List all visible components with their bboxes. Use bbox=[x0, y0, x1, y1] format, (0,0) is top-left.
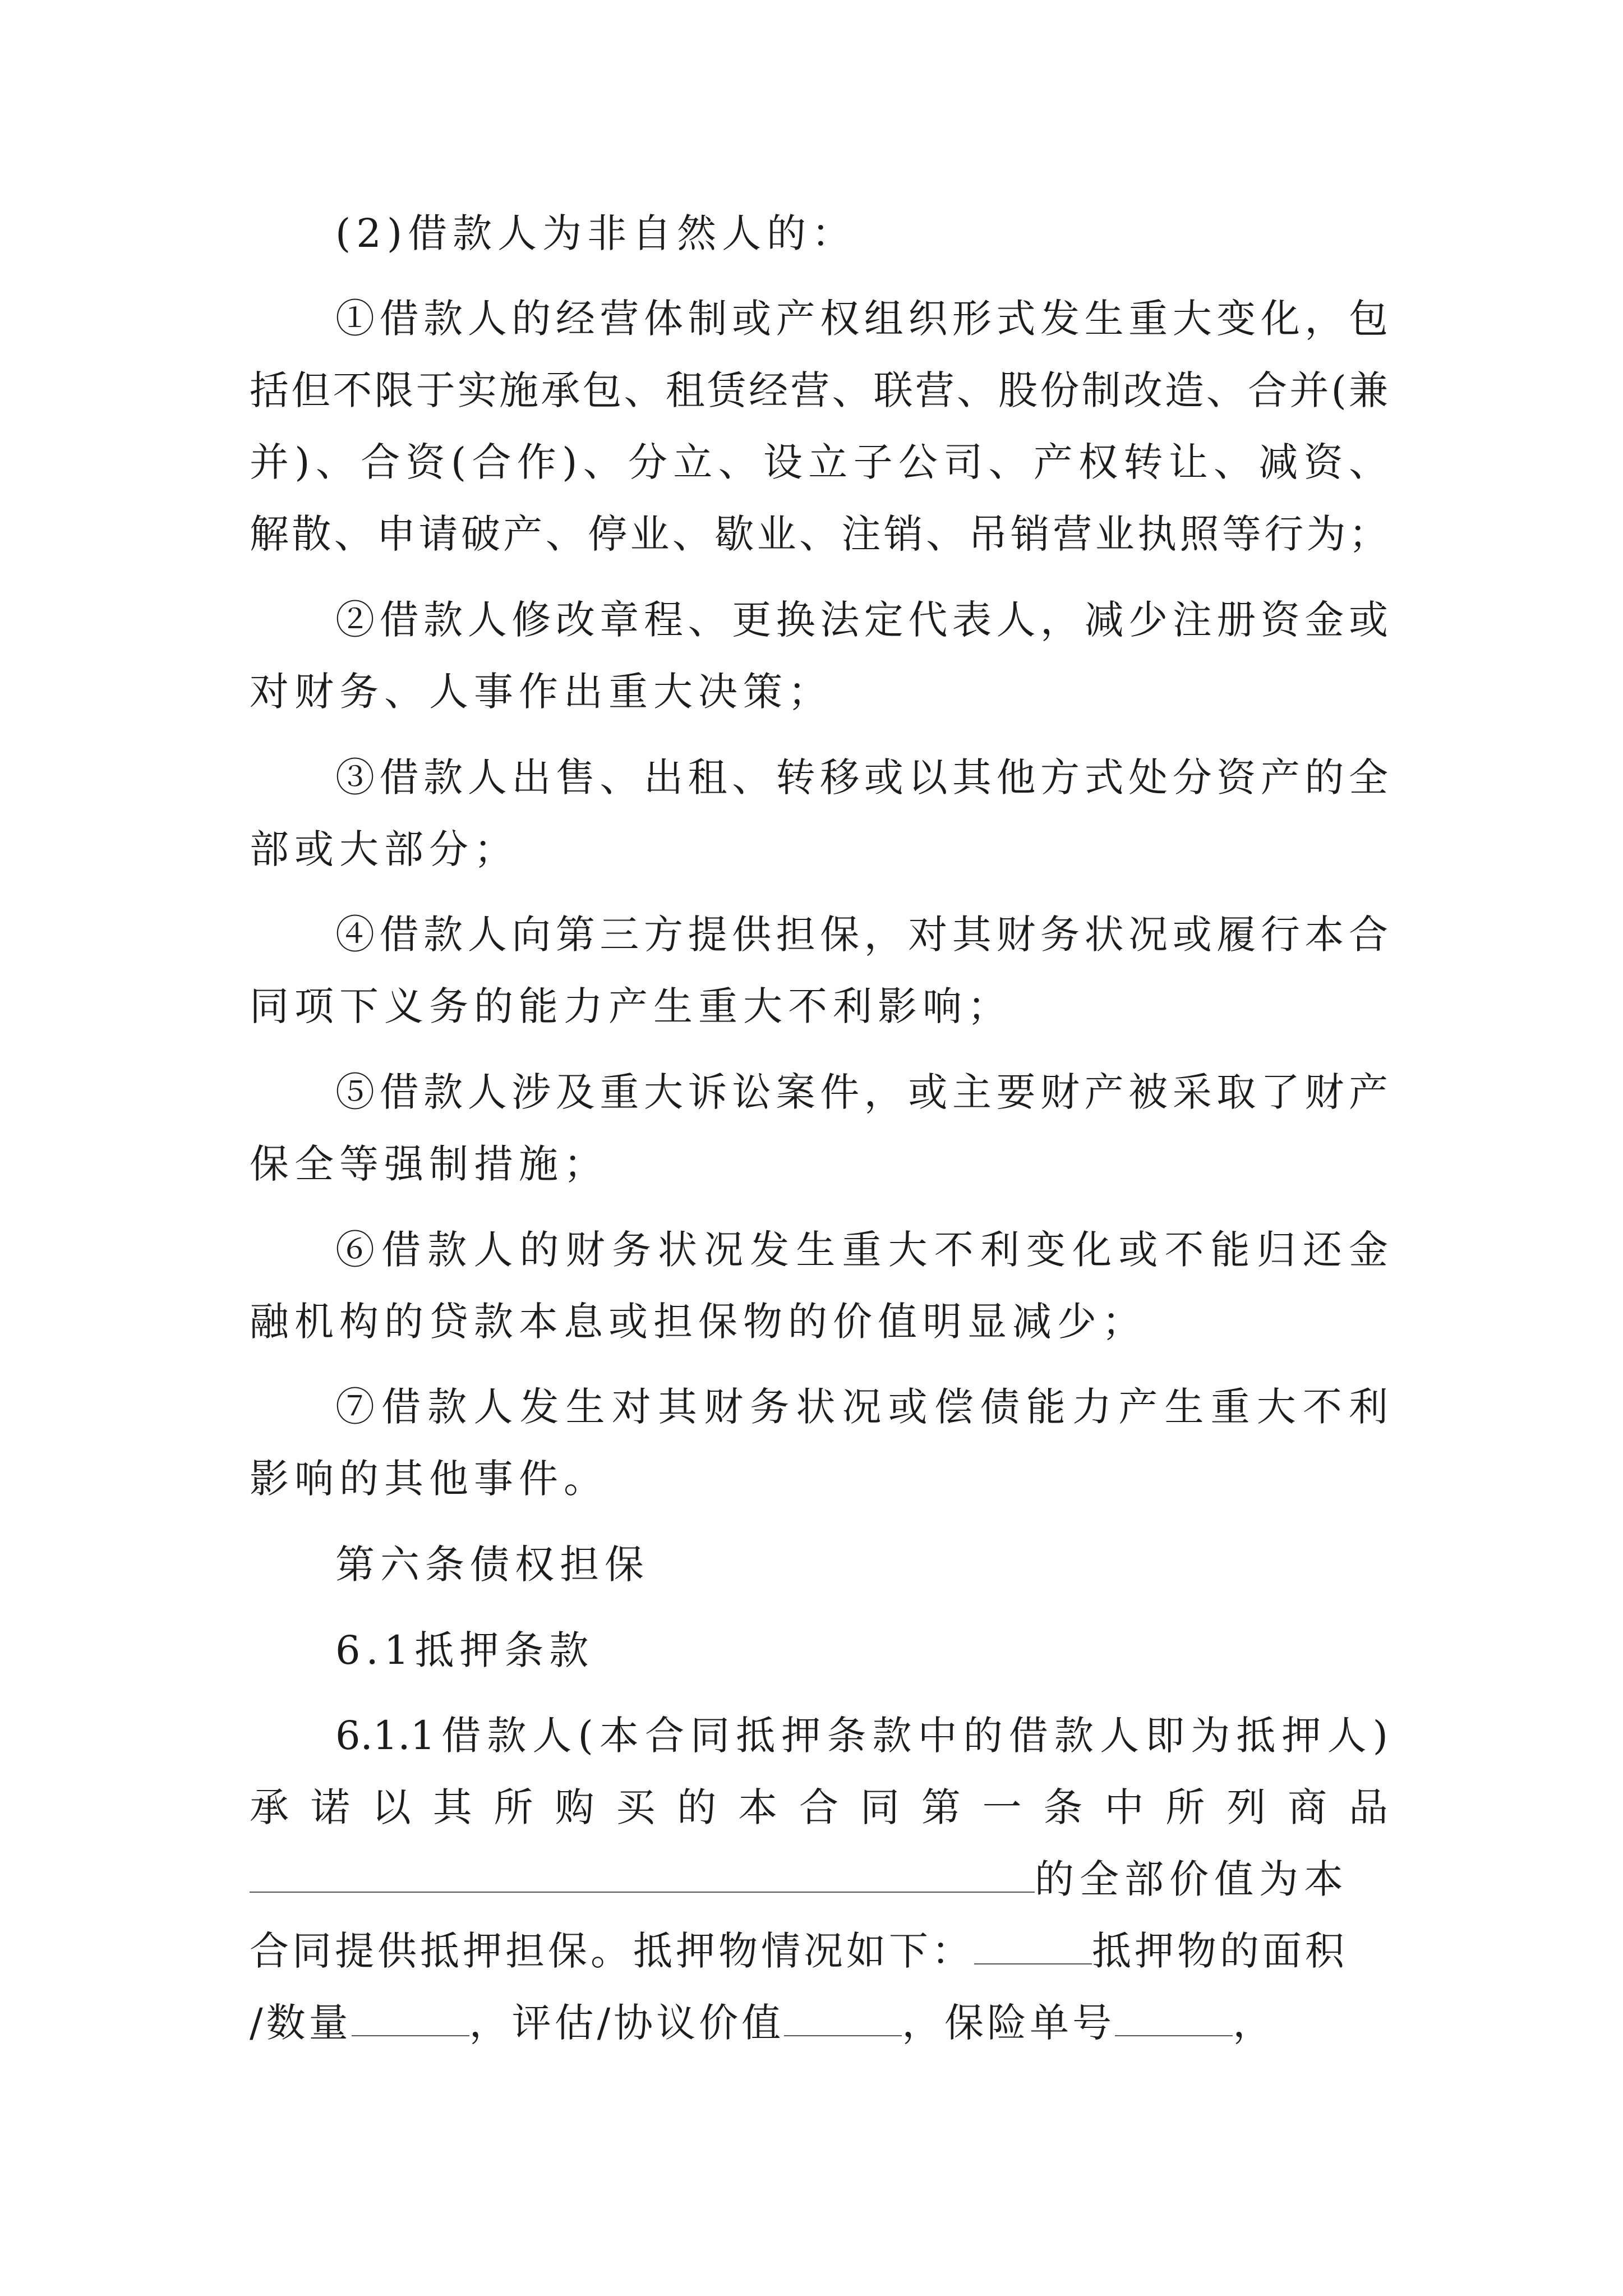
paragraph-line bbox=[250, 1989, 1388, 2056]
paragraph-line: 对财务、人事作出重大决策； bbox=[250, 669, 833, 715]
paragraph-line bbox=[250, 1846, 1388, 1913]
quantity-blank-field bbox=[352, 1993, 469, 2036]
paragraph-line: ③借款人出售、出租、转移或以其他方式处分资产的全 bbox=[335, 754, 1388, 800]
paragraph-line: 解散、申请破产、停业、歇业、注销、吊销营业执照等行为； bbox=[250, 511, 1388, 557]
value-label: ，评估/协议价值 bbox=[469, 2000, 785, 2046]
paragraph-line: ②借款人修改章程、更换法定代表人，减少注册资金或 bbox=[335, 597, 1388, 643]
paragraph-line: 承诺以其所购买的本合同第一条中所列商品 bbox=[250, 1784, 1388, 1830]
collateral-intro-text: 合同提供抵押担保。抵押物情况如下： bbox=[250, 1928, 974, 1974]
paragraph-line: 影响的其他事件。 bbox=[250, 1456, 608, 1502]
goods-blank-field bbox=[250, 1849, 1035, 1893]
paragraph-line bbox=[250, 1917, 1388, 1985]
paragraph-line: 同项下义务的能力产生重大不利影响； bbox=[250, 983, 1012, 1029]
paragraph-line: ④借款人向第三方提供担保，对其财务状况或履行本合 bbox=[335, 912, 1388, 958]
quantity-label: /数量 bbox=[250, 2000, 352, 2046]
paragraph-line: 部或大部分； bbox=[250, 826, 519, 872]
paragraph-line: 保全等强制措施； bbox=[250, 1141, 608, 1187]
paragraph-line: ①借款人的经营体制或产权组织形式发生重大变化，包 bbox=[335, 296, 1388, 342]
paragraph-line: ⑦借款人发生对其财务状况或偿债能力产生重大不利 bbox=[335, 1384, 1388, 1430]
paragraph-line: 融机构的贷款本息或担保物的价值明显减少； bbox=[250, 1299, 1147, 1345]
collateral-area-label: 抵押物的面积 bbox=[1092, 1928, 1348, 1974]
value-blank-field bbox=[784, 1993, 902, 2036]
section-heading: 第六条债权担保 bbox=[335, 1542, 649, 1588]
subsection-heading: 6.1抵押条款 bbox=[335, 1627, 594, 1673]
paragraph-line: (2)借款人为非自然人的： bbox=[335, 210, 857, 256]
paragraph-line: 并)、合资(合作)、分立、设立子公司、产权转让、减资、 bbox=[250, 439, 1388, 485]
paragraph-line: 6.1.1借款人(本合同抵押条款中的借款人即为抵押人) bbox=[335, 1713, 1388, 1759]
paragraph-line: 括但不限于实施承包、租赁经营、联营、股份制改造、合并(兼 bbox=[250, 367, 1388, 413]
policy-label: ，保险单号 bbox=[902, 2000, 1115, 2046]
collateral-blank-field bbox=[974, 1921, 1092, 1964]
line-tail-text: 的全部价值为本 bbox=[1035, 1856, 1349, 1902]
paragraph-line: ⑤借款人涉及重大诉讼案件，或主要财产被采取了财产 bbox=[335, 1069, 1388, 1115]
policy-blank-field bbox=[1115, 1993, 1233, 2036]
trailing-comma: ， bbox=[1233, 2000, 1276, 2046]
paragraph-line: ⑥借款人的财务状况发生重大不利变化或不能归还金 bbox=[335, 1227, 1388, 1273]
